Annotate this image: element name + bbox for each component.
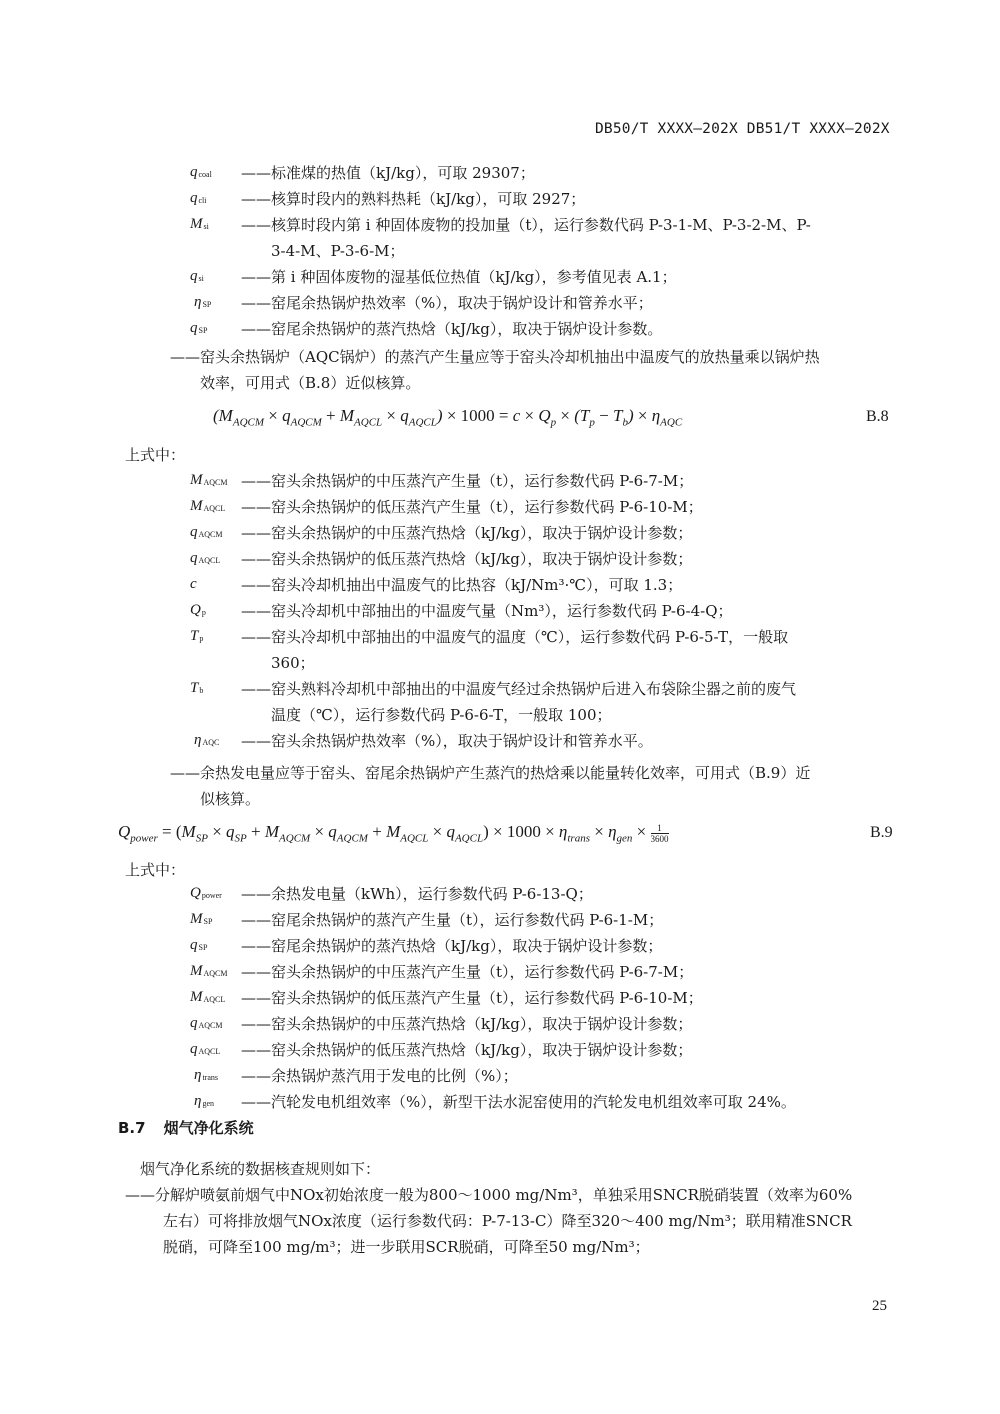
definition-text: ——窑头余热锅炉的低压蒸汽产生量（t），运行参数代码 P-6-10-M； — [241, 989, 703, 1007]
symbol-base: M — [190, 963, 203, 979]
equation-number-b8: B.8 — [866, 408, 889, 425]
definition-item — [241, 212, 811, 264]
definition-item — [241, 264, 677, 290]
symbol-base: q — [190, 1015, 198, 1031]
definition-text: ——核算时段内的熟料热耗（kJ/kg），可取 2927； — [241, 190, 586, 208]
symbol-base: q — [190, 320, 198, 336]
power-paragraph — [170, 760, 810, 812]
variable-symbol — [194, 294, 211, 311]
definition-item — [241, 676, 796, 728]
symbol-subscript: power — [201, 891, 222, 900]
where-label-2: 上式中： — [125, 861, 186, 879]
definition-text: ——窑尾余热锅炉热效率（%），取决于锅炉设计和管养水平； — [241, 294, 653, 312]
variable-symbol — [190, 1041, 220, 1058]
symbol-base: Q — [190, 885, 201, 901]
definition-item — [241, 494, 703, 520]
definition-item — [241, 985, 703, 1011]
power-paragraph-line1: ——余热发电量应等于窑头、窑尾余热锅炉产生蒸汽的热焓乘以能量转化效率，可用式（B.9）近 — [170, 764, 811, 782]
symbol-base: M — [190, 911, 203, 927]
definition-text: ——窑头余热锅炉的低压蒸汽热焓（kJ/kg），取决于锅炉设计参数； — [241, 550, 693, 568]
definition-item — [241, 933, 662, 959]
variable-symbol — [190, 472, 228, 489]
formula-b9: $Q_{power} = (M_{SP} \times q_{SP} + M_{AQCM} \times q_{AQCM} + M_{AQCL} \times q_{AQCL}) \times 1000 \times \eta_{trans} \times \eta_{gen}$ × $\frac{1}{3600}$ — [118, 822, 669, 845]
symbol-subscript: coal — [198, 170, 212, 179]
definition-text: ——窑头余热锅炉的中压蒸汽产生量（t），运行参数代码 P-6-7-M； — [241, 472, 694, 490]
definition-text: ——窑头冷却机抽出中温废气的比热容（kJ/Nm³·℃），可取 1.3； — [241, 576, 683, 594]
symbol-subscript: AQCL — [198, 556, 221, 565]
flue-rule-line2: 左右）可将排放烟气NOx浓度（运行参数代码：P-7-13-C）降至320～400 mg/Nm³；联用精准SNCR — [163, 1212, 852, 1230]
definition-text: ——汽轮发电机组效率（%），新型干法水泥窑使用的汽轮发电机组效率可取 24%。 — [241, 1093, 796, 1111]
definition-item — [241, 546, 692, 572]
symbol-subscript: AQC — [202, 738, 220, 747]
definition-item — [241, 959, 693, 985]
fraction-1-over-3600 — [651, 823, 669, 844]
variable-symbol — [194, 1093, 214, 1110]
document-header-code: DB50/T XXXX—202X DB51/T XXXX—202X — [595, 121, 890, 137]
definition-text: ——窑头冷却机中部抽出的中温废气的温度（℃），运行参数代码 P-6-5-T，一般取 — [241, 628, 789, 646]
definition-continuation: 温度（℃），运行参数代码 P-6-6-T，一般取 100； — [271, 706, 612, 724]
variable-symbol — [190, 628, 203, 645]
flue-intro: 烟气净化系统的数据核查规则如下： — [140, 1160, 381, 1178]
variable-symbol — [190, 602, 206, 619]
definition-text: ——窑头余热锅炉的中压蒸汽产生量（t），运行参数代码 P-6-7-M； — [241, 963, 694, 981]
symbol-subscript: SP — [198, 326, 208, 335]
definition-item — [241, 160, 535, 186]
where-label-1: 上式中： — [125, 446, 186, 464]
symbol-base: q — [190, 1041, 198, 1057]
symbol-subscript: gen — [202, 1099, 215, 1108]
symbol-base: η — [194, 294, 202, 310]
variable-symbol — [190, 963, 228, 980]
definition-text: ——标准煤的热值（kJ/kg），可取 29307； — [241, 164, 535, 182]
definition-text: ——窑尾余热锅炉的蒸汽热焓（kJ/kg），取决于锅炉设计参数。 — [241, 320, 663, 338]
symbol-base: Q — [190, 602, 201, 618]
definition-item — [241, 907, 663, 933]
definition-item — [241, 290, 653, 316]
definition-text: ——窑头余热锅炉的低压蒸汽产生量（t），运行参数代码 P-6-10-M； — [241, 498, 703, 516]
symbol-subscript: AQCM — [203, 478, 228, 487]
definition-item — [241, 624, 788, 676]
variable-symbol — [190, 911, 212, 928]
variable-symbol — [194, 1067, 218, 1084]
symbol-base: η — [194, 732, 202, 748]
definition-item — [241, 572, 682, 598]
symbol-subscript: cli — [198, 196, 207, 205]
aqc-paragraph — [170, 344, 820, 396]
variable-symbol — [194, 732, 219, 749]
section-title: 烟气净化系统 — [163, 1119, 254, 1137]
fraction-numerator: 1 — [651, 823, 669, 834]
definition-item — [241, 1063, 518, 1089]
fraction-denominator: 3600 — [650, 833, 669, 844]
definition-continuation: 3-4-M、P-3-6-M； — [271, 242, 405, 260]
definition-item — [241, 468, 693, 494]
symbol-base: M — [190, 472, 203, 488]
symbol-subscript: trans — [202, 1073, 219, 1082]
symbol-subscript: SP — [198, 943, 208, 952]
symbol-subscript: AQCL — [203, 995, 226, 1004]
flue-rules — [125, 1182, 852, 1260]
definition-text: ——余热锅炉蒸汽用于发电的比例（%）； — [241, 1067, 518, 1085]
definition-item — [241, 1037, 692, 1063]
variable-symbol — [190, 190, 207, 207]
definition-item — [241, 598, 733, 624]
definition-text: ——窑头余热锅炉的中压蒸汽热焓（kJ/kg），取决于锅炉设计参数； — [241, 524, 693, 542]
aqc-paragraph-line2: 效率，可用式（B.8）近似核算。 — [200, 374, 421, 392]
symbol-base: η — [194, 1093, 202, 1109]
definition-text: ——窑头余热锅炉的低压蒸汽热焓（kJ/kg），取决于锅炉设计参数； — [241, 1041, 693, 1059]
variable-symbol — [190, 320, 207, 337]
variable-symbol — [190, 550, 220, 567]
variable-symbol — [190, 524, 223, 541]
symbol-base: q — [190, 268, 198, 284]
equation-number-b9: B.9 — [870, 824, 893, 841]
page-number: 25 — [872, 1298, 887, 1314]
symbol-base: M — [190, 498, 203, 514]
definition-item — [241, 186, 585, 212]
definition-item — [241, 728, 653, 754]
flue-rule-line3: 脱硝，可降至100 mg/m³；进一步联用SCR脱硝，可降至50 mg/Nm³； — [163, 1238, 650, 1256]
definition-text: ——窑头余热锅炉的中压蒸汽热焓（kJ/kg），取决于锅炉设计参数； — [241, 1015, 693, 1033]
definition-text: ——窑头余热锅炉热效率（%），取决于锅炉设计和管养水平。 — [241, 732, 653, 750]
symbol-subscript: AQCM — [198, 530, 223, 539]
symbol-base: q — [190, 550, 198, 566]
symbol-base: M — [190, 989, 203, 1005]
variable-symbol — [190, 216, 209, 233]
definition-item — [241, 520, 692, 546]
definition-item — [241, 316, 662, 342]
section-heading-b7 — [118, 1117, 254, 1138]
definition-text: ——窑头冷却机中部抽出的中温废气量（Nm³），运行参数代码 P-6-4-Q； — [241, 602, 733, 620]
symbol-subscript: AQCM — [198, 1021, 223, 1030]
power-paragraph-line2: 似核算。 — [200, 790, 261, 808]
symbol-subscript: SP — [203, 917, 213, 926]
symbol-subscript: si — [198, 274, 204, 283]
symbol-subscript: AQCL — [203, 504, 226, 513]
definition-text: ——窑尾余热锅炉的蒸汽产生量（t），运行参数代码 P-6-1-M； — [241, 911, 664, 929]
symbol-subscript: p — [199, 634, 204, 643]
definition-item — [241, 1011, 692, 1037]
definition-text: ——第 i 种固体废物的湿基低位热值（kJ/kg），参考值见表 A.1； — [241, 268, 677, 286]
definition-continuation: 360； — [271, 654, 315, 672]
definition-text: ——窑头熟料冷却机中部抽出的中温废气经过余热锅炉后进入布袋除尘器之前的废气 — [241, 680, 797, 698]
variable-symbol — [190, 268, 204, 285]
symbol-base: M — [190, 216, 203, 232]
definition-item — [241, 1089, 796, 1115]
symbol-subscript: b — [199, 686, 204, 695]
definition-text: ——余热发电量（kWh），运行参数代码 P-6-13-Q； — [241, 885, 593, 903]
symbol-subscript: AQCL — [198, 1047, 221, 1056]
symbol-subscript: p — [201, 608, 206, 617]
flue-rule-line1: ——分解炉喷氨前烟气中NOx初始浓度一般为800～1000 mg/Nm³，单独采用SNCR脱硝装置（效率为60% — [125, 1186, 853, 1204]
symbol-base: q — [190, 937, 198, 953]
variable-symbol — [190, 989, 225, 1006]
aqc-paragraph-line1: ——窑头余热锅炉（AQC锅炉）的蒸汽产生量应等于窑头冷却机抽出中温废气的放热量乘以锅炉热 — [170, 348, 820, 366]
formula-b8: $(M_{AQCM} \times q_{AQCM} + M_{AQCL} \times q_{AQCL}) \times 1000 = c \times Q_p \times (T_p - T_b) \times \eta_{AQC}$ — [213, 406, 683, 429]
variable-symbol — [190, 937, 207, 954]
symbol-base: q — [190, 190, 198, 206]
section-number: B.7 — [118, 1119, 146, 1137]
variable-symbol — [190, 576, 198, 593]
variable-symbol — [190, 164, 212, 181]
variable-symbol — [190, 1015, 223, 1032]
symbol-base: q — [190, 164, 198, 180]
definition-item — [241, 881, 593, 907]
symbol-subscript: SP — [202, 300, 212, 309]
variable-symbol — [190, 680, 203, 697]
symbol-subscript: si — [203, 222, 209, 231]
symbol-base: c — [190, 576, 197, 592]
variable-symbol — [190, 498, 225, 515]
symbol-base: T — [190, 628, 199, 644]
symbol-base: T — [190, 680, 199, 696]
variable-symbol — [190, 885, 222, 902]
symbol-base: η — [194, 1067, 202, 1083]
definition-text: ——核算时段内第 i 种固体废物的投加量（t），运行参数代码 P-3-1-M、P-3-2-M、P- — [241, 216, 811, 234]
definition-text: ——窑尾余热锅炉的蒸汽热焓（kJ/kg），取决于锅炉设计参数； — [241, 937, 663, 955]
symbol-base: q — [190, 524, 198, 540]
symbol-subscript: AQCM — [203, 969, 228, 978]
